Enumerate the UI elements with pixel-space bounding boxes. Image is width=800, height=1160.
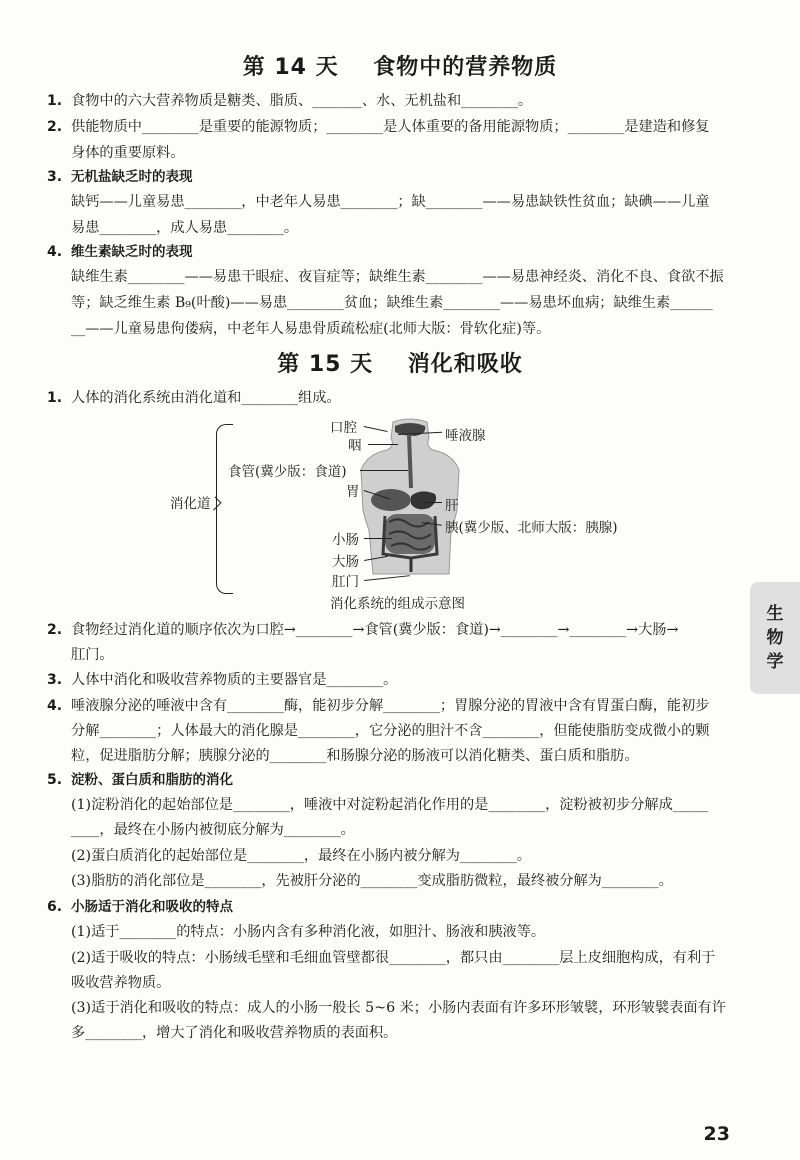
diagram-caption: 消化系统的组成示意图 — [330, 596, 465, 612]
label-large-intestine: 大肠 — [332, 554, 359, 570]
subject-side-tab-label: 生物学 — [766, 604, 784, 672]
label-small-intestine: 小肠 — [332, 532, 359, 548]
q14-4-line1: 缺维生素________——易患干眼症、夜盲症等；缺维生素________——易患神经炎、消化不良、食欲不振 — [71, 269, 724, 285]
q15-5-sub3: (3)脂肪的消化部位是________，先被肝分泌的________变成脂肪微粒，最终被分解为________。 — [71, 873, 673, 889]
q14-3-number: 3. — [47, 169, 63, 185]
q14-1-text: 食物中的六大营养物质是糖类、脂质、_______、水、无机盐和________。 — [71, 93, 533, 109]
q14-4-heading: 维生素缺乏时的表现 — [71, 244, 193, 260]
q15-4-line1: 唾液腺分泌的唾液中含有________酶，能初步分解________；胃腺分泌的胃液中含有胃蛋白酶，能初步 — [71, 698, 710, 714]
q15-6-number: 6. — [47, 899, 63, 915]
q14-2-number: 2. — [47, 119, 63, 135]
q14-2-line2: 身体的重要原料。 — [71, 145, 185, 161]
day15-title: 第 15 天 消化和吸收 — [277, 352, 523, 377]
q15-6-sub3b: 多________，增大了消化和吸收营养物质的表面积。 — [71, 1025, 398, 1041]
digestive-tract-label: 消化道 — [170, 496, 211, 512]
q15-5-heading: 淀粉、蛋白质和脂肪的消化 — [71, 772, 233, 788]
q14-2-line1: 供能物质中________是重要的能源物质；________是人体重要的备用能源物质；________是建造和修复 — [71, 119, 710, 135]
q14-3-line1: 缺钙——儿童易患________，中老年人易患________；缺________——易患缺铁性贫血；缺碘——儿童 — [71, 194, 710, 210]
pointer-esophagus — [360, 470, 408, 471]
q15-1-text: 人体的消化系统由消化道和________组成。 — [71, 390, 341, 406]
q15-3-text: 人体中消化和吸收营养物质的主要器官是________。 — [71, 672, 398, 688]
pointer-pharynx — [368, 444, 398, 445]
q15-6-sub2b: 吸收营养物质。 — [71, 975, 171, 991]
q15-1-number: 1. — [47, 390, 63, 406]
subject-side-tab — [750, 582, 800, 694]
q15-6-sub2a: (2)适于吸收的特点：小肠绒毛壁和毛细血管壁都很________，都只由________层上皮细胞构成，有利于 — [71, 950, 716, 966]
pointer-small-intestine — [364, 538, 392, 539]
label-stomach: 胃 — [346, 484, 360, 500]
q15-5-sub1b: ____，最终在小肠内被彻底分解为________。 — [71, 822, 355, 838]
q15-5-number: 5. — [47, 772, 63, 788]
day14-title: 第 14 天 食物中的营养物质 — [242, 55, 558, 80]
label-salivary-gland: 唾液腺 — [445, 428, 486, 444]
label-pharynx: 咽 — [348, 438, 362, 454]
q15-4-number: 4. — [47, 698, 63, 714]
pointer-liver — [422, 502, 442, 503]
q14-4-line2: 等；缺乏维生素 B₉(叶酸)——易患________贫血；缺维生素________——易患坏血病；缺维生素______ — [71, 295, 713, 311]
q15-6-sub3a: (3)适于消化和吸收的特点：成人的小肠一般长 5~6 米；小肠内表面有许多环形皱襞，环形皱襞表面有许 — [71, 1000, 726, 1016]
q14-1-number: 1. — [47, 93, 63, 109]
q15-6-sub1: (1)适于________的特点：小肠内含有多种消化液，如胆汁、肠液和胰液等。 — [71, 924, 546, 940]
digestive-system-diagram — [160, 412, 660, 617]
q15-2-line2: 肛门。 — [71, 647, 114, 663]
q15-6-heading: 小肠适于消化和吸收的特点 — [71, 899, 233, 915]
q14-3-line2: 易患________，成人易患________。 — [71, 220, 299, 236]
q15-5-sub1a: (1)淀粉消化的起始部位是________，唾液中对淀粉起消化作用的是________，淀粉被初步分解成_____ — [71, 797, 709, 813]
label-mouth: 口腔 — [330, 420, 357, 436]
label-anus: 肛门 — [332, 574, 359, 590]
q14-4-line3: __——儿童易患佝偻病，中老年人易患骨质疏松症(北师大版：骨软化症)等。 — [71, 321, 551, 337]
q15-4-line3: 粒，促进脂肪分解；胰腺分泌的________和肠腺分泌的肠液可以消化糖类、蛋白质和脂肪。 — [71, 748, 639, 764]
q14-3-heading: 无机盐缺乏时的表现 — [71, 169, 193, 185]
label-pancreas: 胰(冀少版、北师大版：胰腺) — [445, 520, 618, 536]
digestive-tract-brace — [216, 424, 233, 594]
page-number: 23 — [703, 1123, 730, 1145]
label-liver: 肝 — [445, 498, 459, 514]
q15-2-line1: 食物经过消化道的顺序依次为口腔→________→食管(冀少版：食道)→________→________→大肠→ — [71, 622, 679, 638]
q14-4-number: 4. — [47, 244, 63, 260]
label-esophagus: 食管(冀少版：食道) — [228, 464, 347, 480]
q15-2-number: 2. — [47, 622, 63, 638]
q15-5-sub2: (2)蛋白质消化的起始部位是________，最终在小肠内被分解为________。 — [71, 848, 531, 864]
q15-3-number: 3. — [47, 672, 63, 688]
q15-4-line2: 分解________；人体最大的消化腺是________，它分泌的胆汁不含________，但能使脂肪变成微小的颗 — [71, 723, 710, 739]
